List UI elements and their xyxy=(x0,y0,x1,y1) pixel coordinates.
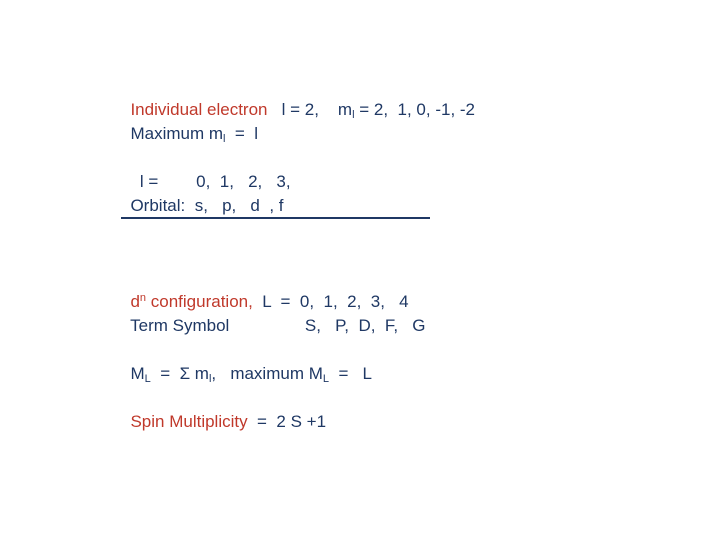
spin-multiplicity-formula: = 2 S +1 xyxy=(247,412,327,431)
maximum-ml-subscript: l xyxy=(223,133,226,145)
ml-values: = 2, 1, 0, -1, -2 xyxy=(354,100,476,119)
l-expression: l = 2, xyxy=(281,100,319,119)
maximum-ml-text: Maximum m xyxy=(130,124,224,143)
orbitals-text: Orbital: s, p, d , f xyxy=(130,196,284,215)
spin-multiplicity-label: Spin Multiplicity xyxy=(130,412,248,431)
line-maximum-ml xyxy=(121,104,258,144)
ML-equals-L: = L xyxy=(329,364,372,383)
line-term-symbol xyxy=(121,296,426,336)
sum-ml: = Σ m xyxy=(150,364,209,383)
line-orbitals xyxy=(121,176,284,216)
ML-symbol: M xyxy=(130,364,145,383)
line-spin-multiplicity xyxy=(121,392,326,432)
individual-electron-label: Individual electron xyxy=(130,100,268,119)
dn-superscript: n xyxy=(139,292,147,304)
l-values-text: l = 0, 1, 2, 3, xyxy=(130,172,291,191)
ml-symbol: m xyxy=(337,100,353,119)
maximum-ml-rest: = l xyxy=(225,124,259,143)
dn-configuration-label: configuration, xyxy=(146,292,253,311)
sum-ml-subscript: l xyxy=(208,373,212,385)
dn-L-values: L = 0, 1, 2, 3, 4 xyxy=(252,292,409,311)
maximum-ML-subscript: L xyxy=(322,373,329,385)
divider-rule xyxy=(121,217,430,219)
ml-subscript: l xyxy=(352,109,355,121)
ML-subscript: L xyxy=(144,373,151,385)
dn-d: d xyxy=(130,292,140,311)
maximum-ML-text: , maximum M xyxy=(211,364,323,383)
term-symbol-text: Term Symbol S, P, D, F, G xyxy=(130,316,426,335)
line-ML-sum xyxy=(121,344,372,384)
